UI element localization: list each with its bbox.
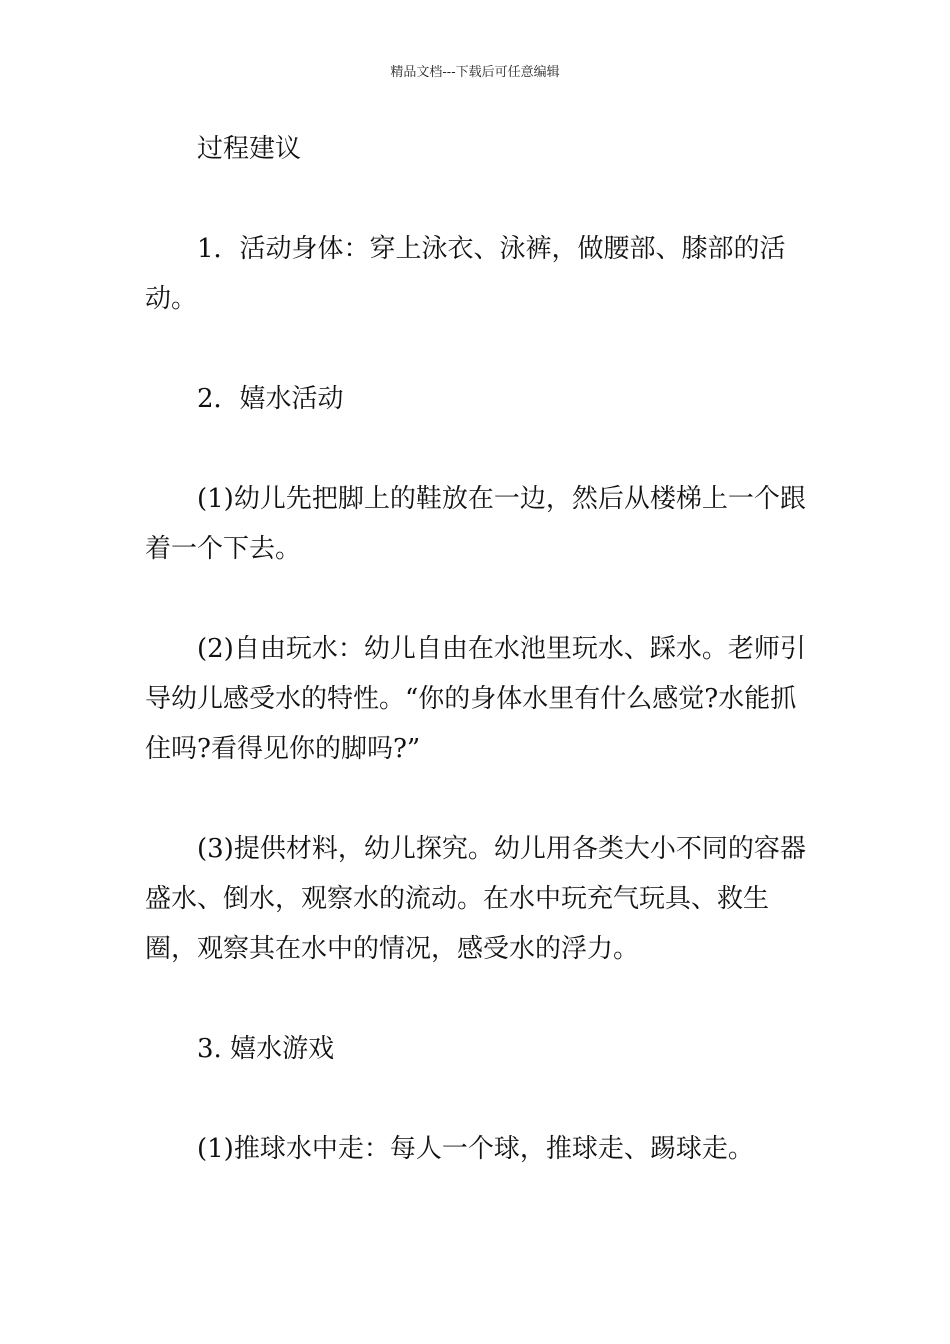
section-heading: 过程建议 — [197, 134, 302, 164]
paragraph-step-2-2: (2)自由玩水：幼儿自由在水池里玩水、踩水。老师引导幼儿感受水的特性。“你的身体水里有什么感觉?水能抓住吗?看得见你的脚吗?” — [145, 634, 806, 764]
paragraph-spacer — [145, 974, 810, 1024]
paragraph-step-2-3: (3)提供材料，幼儿探究。幼儿用各类大小不同的容器盛水、倒水，观察水的流动。在水中玩充气玩具、救生圈，观察其在水中的情况，感受水的浮力。 — [145, 834, 806, 964]
paragraph-spacer — [145, 574, 810, 624]
paragraph-step-3: 3. 嬉水游戏 — [197, 1034, 335, 1064]
paragraph-spacer — [145, 1074, 810, 1124]
page-header: 精品文档---下载后可任意编辑 — [390, 65, 560, 80]
paragraph-step-3-1: (1)推球水中走：每人一个球，推球走、踢球走。 — [197, 1134, 754, 1164]
paragraph-step-2: 2．嬉水活动 — [197, 384, 344, 414]
paragraph-spacer — [145, 774, 810, 824]
paragraph-step-1: 1．活动身体：穿上泳衣、泳裤，做腰部、膝部的活动。 — [145, 234, 786, 314]
paragraph-spacer — [145, 424, 810, 474]
paragraph-spacer — [145, 324, 810, 374]
paragraph-spacer — [145, 174, 810, 224]
document-body — [145, 124, 810, 1174]
paragraph-step-2-1: (1)幼儿先把脚上的鞋放在一边，然后从楼梯上一个跟着一个下去。 — [145, 484, 806, 564]
